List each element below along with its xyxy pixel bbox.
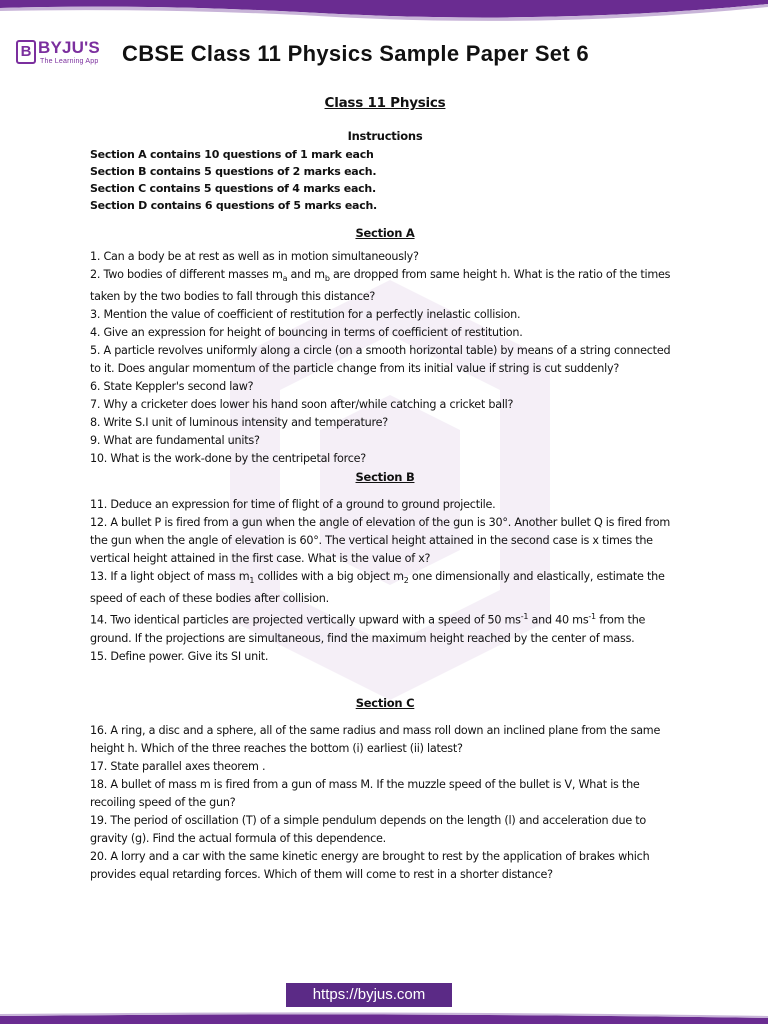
instruction-line: Section A contains 10 questions of 1 mark each [90,148,374,161]
question-12: 12. A bullet P is fired from a gun when the angle of elevation of the gun is 30°. Another bullet Q is fired from the gun when the angle of elevation is 60°. The vertical height attained in the second case is x times the vertical height attained in the first case. What is the value of x? [90,516,671,566]
section-b-heading: Section B [355,470,415,485]
question-11: 11. Deduce an expression for time of flight of a ground to ground projectile. [90,498,496,512]
section-a-heading: Section A [355,226,415,240]
question-16: 16. A ring, a disc and a sphere, all of the same radius and mass roll down an inclined plane from the same height h. Which of the three reaches the bottom (i) earliest (ii) latest? [90,724,661,756]
question-4: 4. Give an expression for height of bouncing in terms of coefficient of restitution. [90,326,523,340]
question-7: 7. Why a cricketer does lower his hand soon after/while catching a cricket ball? [90,398,514,412]
instruction-line: Section D contains 6 questions of 5 marks each. [90,199,377,212]
question-3: 3. Mention the value of coefficient of restitution for a perfectly inelastic collision. [90,308,521,322]
document-body [90,94,680,884]
question-6: 6. State Keppler's second law? [90,380,254,394]
footer-url-link[interactable]: https://byjus.com [286,983,452,1007]
byjus-logo-icon: B [16,40,36,64]
question-13: 13. If a light object of mass $m_1$ collides with a big object $m_2$ one dimensionally and elastically, estimate the speed of each of these bodies after collision. [90,570,665,606]
document-heading: Class 11 Physics [324,95,446,111]
question-19: 19. The period of oscillation (T) of a simple pendulum depends on the length (l) and acceleration due to gravity (g). Find the actual formula of this dependence. [90,814,647,846]
question-1: 1. Can a body be at rest as well as in motion simultaneously? [90,250,419,263]
question-9: 9. What are fundamental units? [90,434,260,448]
instruction-line: Section C contains 5 questions of 4 marks each. [90,182,376,195]
page-header [16,36,756,72]
question-5: 5. A particle revolves uniformly along a circle (on a smooth horizontal table) by means of a string connected to it. Does angular momentum of the particle change from its initial value if string is cut suddenly? [90,344,671,376]
top-swoosh-decoration [0,0,768,26]
question-14: 14. Two identical particles are projected vertically upward with a speed of 50 $ms^{-1}$ and 40 $ms^{-1}$ from the ground. If the projections are simultaneous, find the maximum height reached by the center of mass. [90,612,646,646]
byjus-logo-tagline: The Learning App [40,58,99,65]
footer-swoosh-decoration [0,1012,768,1024]
question-15: 15. Define power. Give its SI unit. [90,650,269,664]
page-title: CBSE Class 11 Physics Sample Paper Set 6 [122,41,589,66]
question-20: 20. A lorry and a car with the same kinetic energy are brought to rest by the application of brakes which provides equal retarding forces. Which of them will come to rest in a shorter distance? [90,850,650,882]
question-18: 18. A bullet of mass m is fired from a gun of mass M. If the muzzle speed of the bullet is V, What is the recoiling speed of the gun? [90,778,640,810]
byjus-logo-text: BYJU'S [38,38,100,57]
instructions-title: Instructions [347,129,423,143]
section-c-heading: Section C [355,696,415,711]
instruction-line: Section B contains 5 questions of 2 marks each. [90,165,377,178]
question-17: 17. State parallel axes theorem . [90,760,266,774]
question-10: 10. What is the work-done by the centripetal force? [90,452,366,466]
question-2: 2. Two bodies of different masses $m_a$ and $m_b$ are dropped from same height h. What is the ratio of the times taken by the two bodies to fall through this distance? [90,268,671,304]
question-8: 8. Write S.I unit of luminous intensity and temperature? [90,416,388,430]
